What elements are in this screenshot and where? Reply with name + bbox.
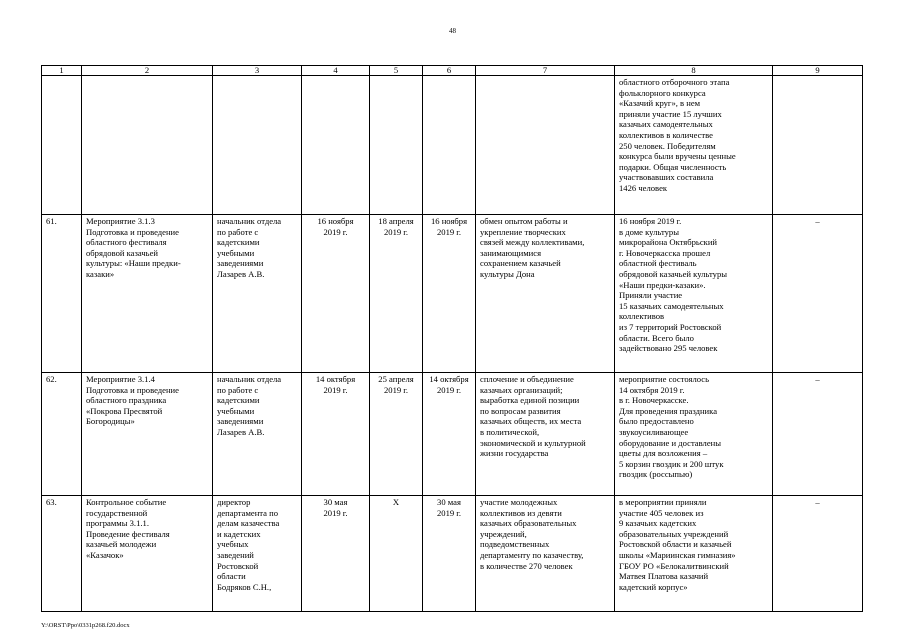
cell-result-continued: областного отборочного этапа фольклорного конкурса «Казачий круг», в нем приняли участие 15 лучших казачьих самодеятельных коллективов в количестве 250 человек. Победителям конкурса были вручены ценные подарки. Общая численность участвовавших составила 1426 человек: [615, 76, 773, 215]
cell-expected-result: сплочение и объединение казачьих организаций; выработка единой позиции по вопросам развития казачьих обществ, их места в политической, экономической и культурной жизни государства: [476, 373, 615, 496]
cell-date-end: 30 мая 2019 г.: [423, 496, 476, 612]
table-row: [42, 215, 863, 373]
cell-note: –: [773, 215, 863, 373]
cell-activity: Контрольное событие государственной программы 3.1.1. Проведение фестиваля казачьей молодежи «Казачок»: [82, 496, 213, 612]
cell-note: –: [773, 496, 863, 612]
cell-date-start: 25 апреля 2019 г.: [370, 373, 423, 496]
header-col-9: 9: [773, 66, 863, 76]
cell-date-start: 18 апреля 2019 г.: [370, 215, 423, 373]
cell-responsible: начальник отдела по работе с кадетскими учебными заведениями Лазарев А.В.: [213, 373, 302, 496]
header-col-8: 8: [615, 66, 773, 76]
file-path-footer: Y:\ORST\Ppo\0331p268.f20.docx: [41, 622, 130, 629]
cell-number: 62.: [42, 373, 82, 496]
cell-expected-result: участие молодежных коллективов из девяти казачьих образовательных учреждений, подведомственных департаменту по казачеству, в количестве 270 человек: [476, 496, 615, 612]
cell-responsible: директор департамента по делам казачества и кадетских учебных заведений Ростовской области Бодряков С.Н.,: [213, 496, 302, 612]
cell-note: –: [773, 373, 863, 496]
header-col-1: 1: [42, 66, 82, 76]
table-row-continuation: [42, 76, 863, 215]
header-col-4: 4: [302, 66, 370, 76]
header-col-3: 3: [213, 66, 302, 76]
cell-actual-result: в мероприятии приняли участие 405 человек из 9 казачьих кадетских образовательных учреждений Ростовской области и казачьей школы «Мариинская гимназия» ГБОУ РО «Белокалитвинский Матвея Платова казачий кадетский корпус»: [615, 496, 773, 612]
cell-date-plan: 30 мая 2019 г.: [302, 496, 370, 612]
table-row: [42, 373, 863, 496]
cell-date-start: Х: [370, 496, 423, 612]
cell-date-plan: 16 ноября 2019 г.: [302, 215, 370, 373]
report-table: [41, 65, 863, 612]
cell-date-plan: 14 октября 2019 г.: [302, 373, 370, 496]
cell-number: 61.: [42, 215, 82, 373]
cell-actual-result: мероприятие состоялось 14 октября 2019 г. в г. Новочеркасске. Для проведения праздника было предоставлено звукоусиливающее оборудование и доставлены цветы для возложения – 5 корзин гвоздик и 200 штук гвоздик (россыпью): [615, 373, 773, 496]
header-row: [42, 66, 863, 76]
cell-actual-result: 16 ноября 2019 г. в доме культуры микрорайона Октябрьский г. Новочеркасска прошел областной фестиваль обрядовой казачьей культуры «Наши предки-казаки». Приняли участие 15 казачьих самодеятельных коллективов из 7 территорий Ростовской области. Всего было задействовано 295 человек: [615, 215, 773, 373]
cell-number: 63.: [42, 496, 82, 612]
cell-activity: Мероприятие 3.1.3 Подготовка и проведение областного фестиваля обрядовой казачьей культуры: «Наши предки- казаки»: [82, 215, 213, 373]
header-col-2: 2: [82, 66, 213, 76]
cell-date-end: 14 октября 2019 г.: [423, 373, 476, 496]
cell-responsible: начальник отдела по работе с кадетскими учебными заведениями Лазарев А.В.: [213, 215, 302, 373]
cell-activity: Мероприятие 3.1.4 Подготовка и проведение областного праздника «Покрова Пресвятой Богородицы»: [82, 373, 213, 496]
cell-expected-result: обмен опытом работы и укрепление творческих связей между коллективами, занимающимися сохранением казачьей культуры Дона: [476, 215, 615, 373]
header-col-7: 7: [476, 66, 615, 76]
page-number: 48: [449, 27, 456, 35]
header-col-6: 6: [423, 66, 476, 76]
table-row: [42, 496, 863, 612]
header-col-5: 5: [370, 66, 423, 76]
cell-date-end: 16 ноября 2019 г.: [423, 215, 476, 373]
